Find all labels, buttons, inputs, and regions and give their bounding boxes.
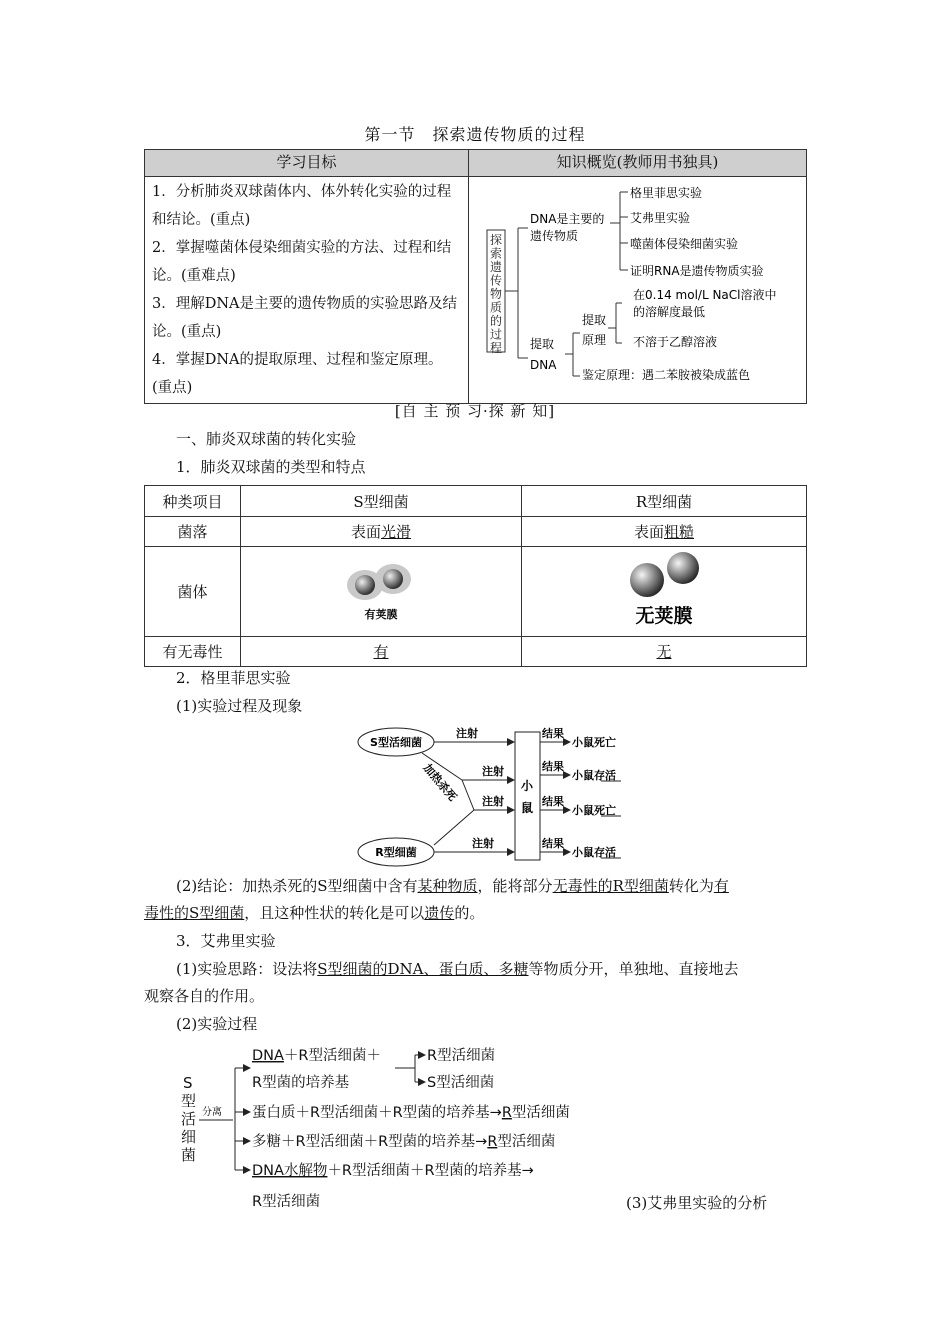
heading: 一、肺炎双球菌的转化实验 (176, 430, 357, 448)
sub2-label: 鉴定原理：遇二苯胺被染成蓝色 (582, 368, 751, 382)
subheading: (1)实验过程及现象 (176, 697, 303, 715)
r-caption: 无荚膜 (635, 604, 693, 627)
table-cell: 表面粗糙 (522, 517, 807, 547)
svg-text:细: 细 (181, 1128, 197, 1146)
overview-diagram (470, 178, 805, 400)
table-cell: 表面光滑 (241, 517, 522, 547)
svg-text:的溶解度最低: 的溶解度最低 (633, 305, 706, 319)
svg-text:型: 型 (181, 1092, 197, 1110)
sub1-label: 提取 (582, 313, 607, 327)
inject-label: 注射 (482, 795, 504, 808)
s-bacteria-illustration (331, 552, 431, 627)
root-label (490, 232, 502, 355)
idea-line2: 观察各自的作用。 (144, 987, 265, 1005)
objectives-table (144, 149, 807, 404)
result-label: 结果 (542, 727, 564, 740)
r-cell-label: R型细菌 (375, 846, 417, 859)
result-label: 结果 (542, 760, 564, 773)
row-label: 菌体 (145, 547, 241, 637)
heading: 3．艾弗里实验 (176, 932, 276, 950)
overview-item: 艾弗里实验 (630, 211, 691, 225)
svg-text:小: 小 (520, 779, 534, 793)
svg-text:多糖＋R型活细菌＋R型菌的培养基→R型活细菌: 多糖＋R型活细菌＋R型菌的培养基→R型活细菌 (252, 1134, 556, 1150)
svg-text:R型活细菌: R型活细菌 (427, 1048, 496, 1064)
branch1-label: DNA是主要的遗传物质 (530, 212, 605, 243)
mouse-box (515, 732, 540, 860)
table-cell: 有 (241, 637, 522, 667)
row-label: 有无毒性 (145, 637, 241, 667)
s-cell-image (241, 547, 522, 637)
col-header-objectives: 学习目标 (145, 150, 469, 177)
svg-text:蛋白质＋R型活细菌＋R型菌的培养基→R型活细菌: 蛋白质＋R型活细菌＋R型菌的培养基→R型活细菌 (252, 1105, 570, 1121)
idea-line1: (1)实验思路：设法将S型细菌的DNA、蛋白质、多糖等物质分开，单独地、直接地去 (176, 960, 739, 978)
table-cell: 无 (522, 637, 807, 667)
inject-label: 注射 (482, 765, 504, 778)
outcome: 小鼠存活 (572, 846, 616, 859)
conclusion-line2: 毒性的S型细菌，且这种性状的转化是可以遗传的。 (144, 904, 485, 922)
s-cell-label: S型活细菌 (370, 736, 422, 749)
inject-label: 注射 (472, 837, 494, 850)
svg-text:菌: 菌 (181, 1146, 197, 1164)
svg-text:R型菌的培养基: R型菌的培养基 (252, 1075, 350, 1091)
result-label: 结果 (542, 795, 564, 808)
svg-text:S: S (183, 1074, 193, 1092)
svg-text:R型活细菌: R型活细菌 (252, 1194, 321, 1210)
outcome: 小鼠存活 (572, 769, 616, 782)
objectives-cell (145, 177, 469, 404)
griffith-diagram (350, 720, 640, 870)
avery-diagram (175, 1040, 635, 1215)
svg-text:鼠: 鼠 (520, 801, 534, 815)
objective-item: 1．分析肺炎双球菌体内、体外转化实验的过程和结论。(重点) (152, 184, 452, 228)
svg-text:探索遗传物质的过程: 探索遗传物质的过程 (489, 233, 503, 355)
svg-text:DNA: DNA (530, 358, 557, 372)
svg-text:DNA水解物＋R型活细菌＋R型菌的培养基→: DNA水解物＋R型活细菌＋R型菌的培养基→ (252, 1163, 534, 1179)
objective-item: 2．掌握噬菌体侵染细菌实验的方法、过程和结论。(重难点) (152, 240, 452, 284)
svg-text:原理: 原理 (582, 333, 607, 347)
inject-label: 注射 (456, 727, 478, 740)
svg-text:S型活细菌: S型活细菌 (427, 1075, 495, 1091)
overview-item: 在0.14 mol/L NaCl溶液中 (633, 288, 777, 302)
svg-text:活: 活 (181, 1110, 197, 1128)
heat-kill-label: 加热杀死 (420, 761, 459, 804)
r-bacteria-illustration (609, 550, 719, 630)
bacteria-table (144, 485, 807, 667)
branch2-label: 提取 (530, 337, 555, 351)
row-label: 菌落 (145, 517, 241, 547)
page-title: 第一节 探索遗传物质的过程 (364, 125, 586, 144)
outcome: 小鼠死亡 (572, 804, 616, 817)
heading: 2．格里菲思实验 (176, 669, 291, 687)
overview-item: 不溶于乙醇溶液 (633, 335, 718, 349)
svg-text:DNA＋R型活细菌＋: DNA＋R型活细菌＋ (252, 1048, 382, 1064)
subheading: (3)艾弗里实验的分析 (626, 1194, 768, 1212)
subheading: 1．肺炎双球菌的类型和特点 (176, 458, 366, 476)
overview-cell (469, 177, 807, 404)
table-header: S型细菌 (241, 486, 522, 517)
overview-item: 格里菲思实验 (630, 186, 703, 200)
table-header: R型细菌 (522, 486, 807, 517)
objective-item: 4．掌握DNA的提取原理、过程和鉴定原理。(重点) (152, 352, 443, 396)
overview-item: 证明RNA是遗传物质实验 (630, 264, 764, 278)
result-label: 结果 (542, 837, 564, 850)
conclusion-line1: (2)结论：加热杀死的S型细菌中含有某种物质，能将部分无毒性的R型细菌转化为有 (176, 877, 729, 895)
objective-item: 3．理解DNA是主要的遗传物质的实验思路及结论。(重点) (152, 296, 458, 340)
s-caption: 有荚膜 (364, 608, 398, 621)
r-cell-image (522, 547, 807, 637)
table-header: 种类项目 (145, 486, 241, 517)
outcome: 小鼠死亡 (572, 736, 616, 749)
overview-item: 噬菌体侵染细菌实验 (630, 237, 739, 251)
separate-label: 分离 (202, 1107, 222, 1118)
section-banner: [自 主 预 习·探 新 知] (394, 402, 556, 420)
subheading: (2)实验过程 (176, 1015, 258, 1033)
col-header-overview: 知识概览(教师用书独具) (469, 150, 807, 177)
